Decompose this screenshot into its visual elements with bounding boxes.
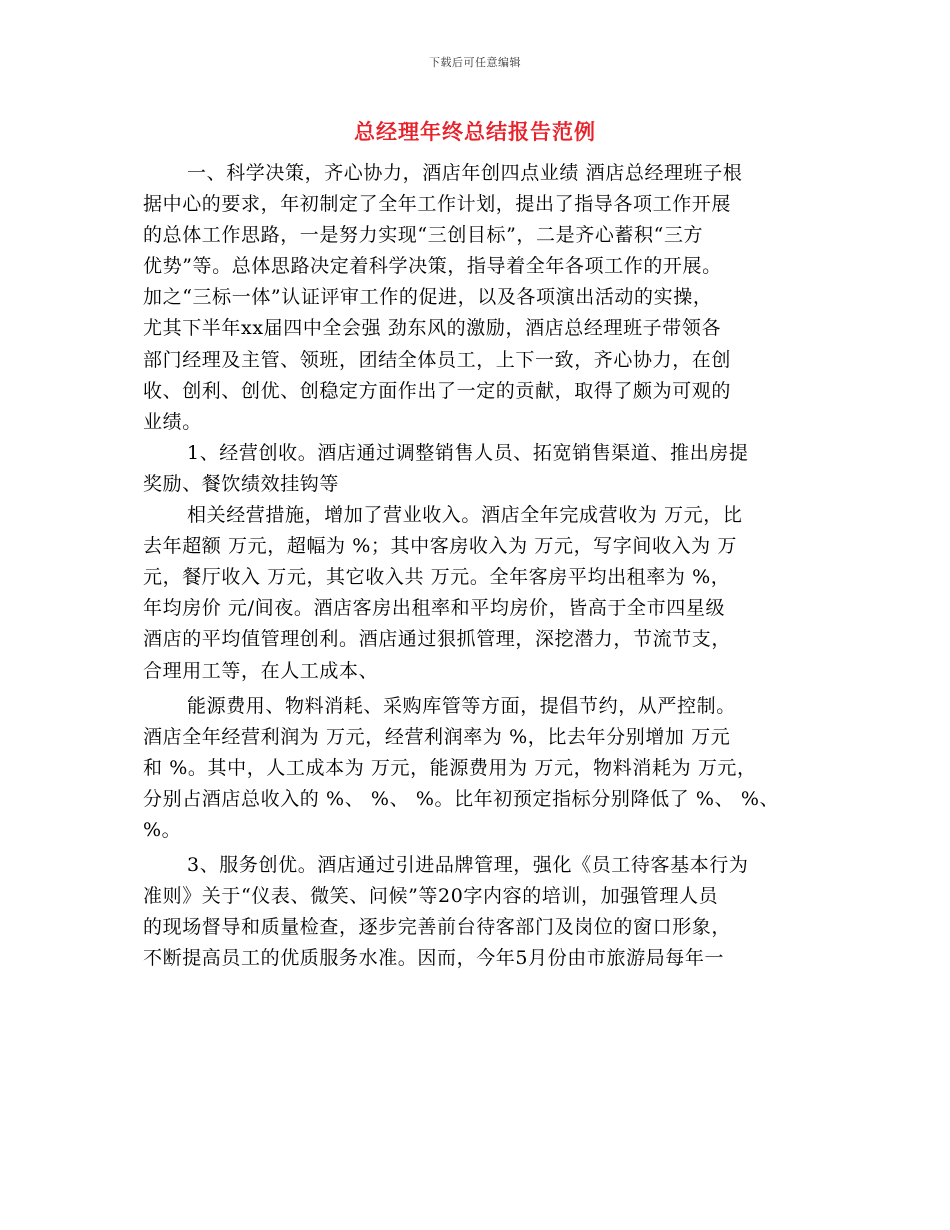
paragraph-line: 合理用工等，在人工成本、	[143, 659, 379, 682]
paragraph-line: 年均房价 元/间夜。酒店客房出租率和平均房价，皆高于全市四星级	[143, 597, 726, 620]
paragraph-line: 部门经理及主管、领班，团结全体员工，上下一致，齐心协力，在创	[143, 348, 732, 371]
paragraph-line: 准则》关于“仪表、微笑、问候”等20字内容的培训，加强管理人员	[143, 885, 719, 908]
paragraph-line: 尤其下半年xx届四中全会强 劲东风的激励，酒店总经理班子带领各	[143, 317, 722, 340]
paragraph-line: 加之“三标一体”认证评审工作的促进，以及各项演出活动的实操，	[143, 286, 713, 309]
document-body	[143, 158, 823, 974]
paragraph-line: 和 %。其中，人工成本为 万元，能源费用为 万元，物料消耗为 万元，	[143, 756, 757, 779]
paragraph-line: 相关经营措施，增加了营业收入。酒店全年完成营收为 万元，比	[187, 504, 743, 527]
paragraph-line: 业绩。	[143, 410, 202, 433]
paragraph-line: 酒店的平均值管理创利。酒店通过狠抓管理，深挖潜力，节流节支，	[143, 628, 732, 651]
paragraph-line: 一、科学决策，齐心协力，酒店年创四点业绩 酒店总经理班子根	[187, 162, 743, 184]
paragraph-line: 奖励、餐饮绩效挂钩等	[143, 472, 340, 495]
paragraph-line: 的现场督导和质量检查，逐步完善前台待客部门及岗位的窗口形象，	[143, 916, 732, 939]
paragraph-line: 不断提高员工的优质服务水准。因而，今年5月份由市旅游局每年一	[143, 947, 725, 970]
paragraph-line: 据中心的要求，年初制定了全年工作计划，提出了指导各项工作开展	[143, 193, 732, 216]
page-header: 下载后可任意编辑	[429, 56, 521, 69]
document-title: 总经理年终总结报告范例	[354, 119, 596, 144]
paragraph-line: 收、创利、创优、创稳定方面作出了一定的贡献，取得了颇为可观的	[143, 379, 732, 402]
paragraph-line: 的总体工作思路，一是努力实现“三创目标”，二是齐心蓄积“三方	[143, 224, 704, 247]
paragraph-line: %。	[143, 818, 182, 841]
paragraph-line: 分别占酒店总收入的 %、 %、 %。比年初预定指标分别降低了 %、 %、	[143, 787, 780, 810]
paragraph-line: 能源费用、物料消耗、采购库管等方面，提倡节约，从严控制。	[187, 694, 736, 717]
paragraph-line: 元，餐厅收入 万元，其它收入共 万元。全年客房平均出租率为 %，	[143, 566, 731, 589]
paragraph-line: 3、服务创优。酒店通过引进品牌管理，强化《员工待客基本行为	[187, 854, 749, 877]
paragraph-line: 酒店全年经营利润为 万元，经营利润率为 %，比去年分别增加 万元	[143, 725, 731, 748]
paragraph-line: 去年超额 万元，超幅为 %；其中客房收入为 万元，写字间收入为 万	[143, 535, 738, 558]
paragraph-line: 优势”等。总体思路决定着科学决策，指导着全年各项工作的开展。	[143, 255, 722, 278]
paragraph-line: 1、经营创收。酒店通过调整销售人员、拓宽销售渠道、推出房提	[187, 441, 749, 464]
